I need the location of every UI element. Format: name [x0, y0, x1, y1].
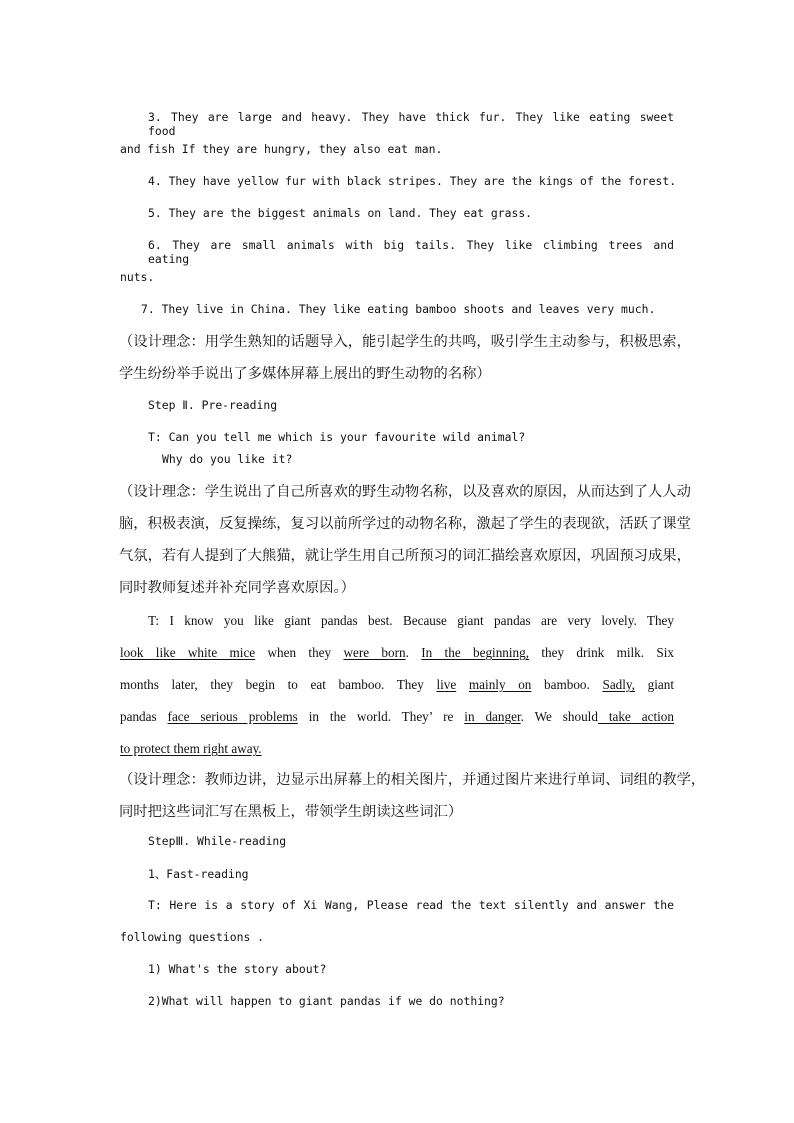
teacher-instruction-line-1: T: Here is a story of Xi Wang, Please read the text silently and answer the — [148, 898, 674, 912]
underlined-phrase: mainly on — [468, 677, 532, 692]
question-1: 1) What's the story about? — [148, 962, 327, 976]
underlined-phrase: to protect them right away. — [120, 741, 262, 756]
paragraph-6-line-1: 6. They are small animals with big tails. They like climbing trees and eating — [148, 238, 674, 266]
underlined-phrase: In the beginning, — [421, 645, 530, 660]
paragraph-7: 7. They live in China. They like eating bamboo shoots and leaves very much. — [141, 302, 656, 316]
underlined-phrase: take action — [597, 709, 674, 724]
underlined-phrase: look like white mice — [120, 645, 256, 660]
teacher-talk-line-1: T: I know you like giant pandas best. Because giant pandas are very lovely. They — [148, 613, 674, 628]
teacher-talk-line-3: months later, they begin to eat bamboo. They live mainly on bamboo. Sadly, giant — [120, 677, 674, 692]
paragraph-3-line-1: 3. They are large and heavy. They have thick fur. They like eating sweet food — [148, 110, 674, 138]
underlined-phrase: live — [436, 677, 457, 692]
teacher-instruction-line-2: following questions . — [120, 930, 265, 944]
teacher-talk-line-2: look like white mice when they were born. In the beginning, they drink milk. Six — [120, 645, 675, 660]
design-note-1-line-1: （设计理念：用学生熟知的话题导入，能引起学生的共鸣，吸引学生主动参与，积极思索， — [119, 334, 691, 350]
teacher-talk-line-4: pandas face serious problems in the world. They’ re in danger. We should take action — [120, 709, 674, 724]
underlined-phrase: in danger — [464, 709, 521, 724]
design-note-1-line-2: 学生纷纷举手说出了多媒体屏幕上展出的野生动物的名称） — [119, 366, 491, 382]
fast-reading-heading: 1、Fast-reading — [148, 867, 249, 881]
step-2-heading: Step Ⅱ. Pre-reading — [148, 398, 278, 412]
question-2: 2)What will happen to giant pandas if we do nothing? — [148, 994, 505, 1008]
design-note-3-line-2: 同时把这些词汇写在黑板上，带领学生朗读这些词汇） — [119, 804, 463, 820]
teacher-question-1: T: Can you tell me which is your favourite wild animal? — [148, 430, 526, 444]
paragraph-4: 4. They have yellow fur with black stripes. They are the kings of the forest. — [148, 174, 677, 188]
paragraph-6-line-2: nuts. — [120, 270, 155, 284]
paragraph-5: 5. They are the biggest animals on land. They eat grass. — [148, 206, 533, 220]
design-note-2-line-2: 脑，积极表演，反复操练，复习以前所学过的动物名称，激起了学生的表现欲，活跃了课堂 — [119, 516, 691, 532]
paragraph-3-line-2: and fish If they are hungry, they also eat man. — [120, 142, 443, 156]
design-note-3-line-1: （设计理念：教师边讲，边显示出屏幕上的相关图片，并通过图片来进行单词、词组的教学， — [119, 772, 706, 788]
design-note-2-line-4: 同时教师复述并补充同学喜欢原因。） — [119, 580, 355, 596]
teacher-question-1-line-2: Why do you like it? — [162, 452, 293, 466]
teacher-talk-line-5 — [120, 741, 262, 757]
underlined-phrase: face serious problems — [167, 709, 298, 724]
design-note-2-line-3: 气氛，若有人提到了大熊猫，就让学生用自己所预习的词汇描绘喜欢原因，巩固预习成果， — [119, 548, 691, 564]
underlined-phrase: were born — [343, 645, 406, 660]
design-note-2-line-1: （设计理念：学生说出了自己所喜欢的野生动物名称，以及喜欢的原因，从而达到了人人动 — [119, 484, 691, 500]
step-3-heading: StepⅢ. While-reading — [148, 834, 287, 848]
underlined-phrase: Sadly, — [602, 677, 635, 692]
